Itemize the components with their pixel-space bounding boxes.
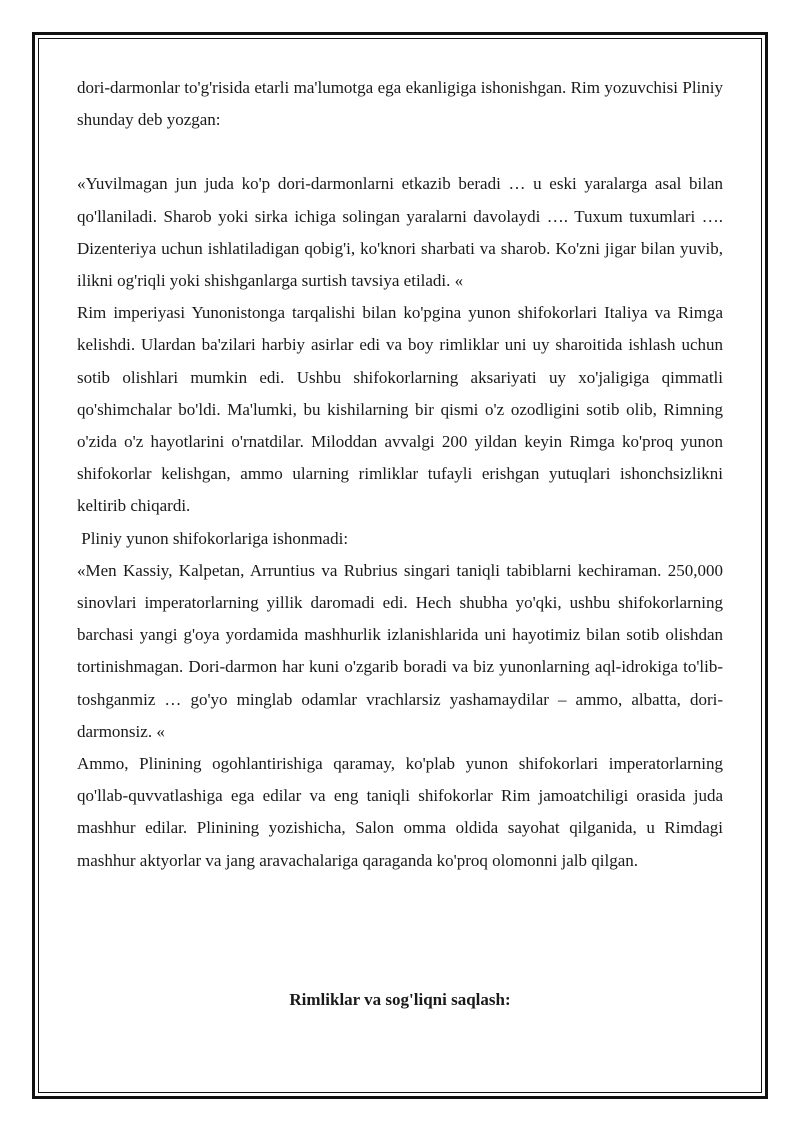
paragraph-roman-empire: Rim imperiyasi Yunonistonga tarqalishi bilan ko'pgina yunon shifokorlari Italiya va Rimga kelishdi. Ulardan ba'zilari harbiy asirlar edi va boy rimliklar uni uy sharoitida ishlash uchun sotib olishlari mumkin edi. Ushbu shifokorlarning aksariyati uy xo'jaligiga qimmatli qo'shimchalar bo'ldi. Ma'lumki, bu kishilarning bir qismi o'z ozodligini sotib olib, Rimning o'zida o'z hayotlarini o'rnatdilar. Miloddan avvalgi 200 yildan keyin Rimga ko'proq yunon shifokorlar kelishgan, ammo ularning rimliklar tufayli erishgan yutuqlari ishonchsizlikni keltirib chiqardi. bbox=[77, 303, 723, 516]
section-heading: Rimliklar va sog'liqni saqlash: bbox=[289, 990, 511, 1009]
paragraph-pliny-distrust: Pliniy yunon shifokorlariga ishonmadi: bbox=[77, 528, 349, 548]
paragraph-intro: dori-darmonlar to'g'risida etarli ma'lumotga ega ekanligiga ishonishgan. Rim yozuvchisi Pliniy shunday deb yozgan: bbox=[77, 78, 723, 130]
document-body bbox=[77, 72, 723, 877]
paragraph-spacer bbox=[77, 136, 723, 168]
paragraph-pliny-quote-1: «Yuvilmagan jun juda ko'p dori-darmonlarni etkazib beradi … u eski yaralarga asal bilan qo'llaniladi. Sharob yoki sirka ichiga solingan yaralarni davolaydi …. Tuxum tuxumlari …. Dizenteriya uchun ishlatiladigan qobig'i, ko'knori sharbati va sharob. Ko'zni jigar bilan yuvib, ilikni og'riqli yoki shishganlarga surtish tavsiya etiladi. « bbox=[77, 174, 723, 291]
paragraph-pliny-quote-2: «Men Kassiy, Kalpetan, Arruntius va Rubrius singari taniqli tabiblarni kechiraman. 250,000 sinovlari imperatorlarning yillik daromadi edi. Hech shubha yo'qki, ushbu shifokorlarning barchasi yangi g'oya yordamida mashhurlik izlanishlarida uni hayotimiz bilan sotib olishdan tortinishmagan. Dori-darmon har kuni o'zgarib boradi va biz yunonlarning aql-idrokiga to'lib-toshganmiz … go'yo minglab odamlar vrachlarsiz yashamaydilar – ammo, albatta, dori-darmonsiz. « bbox=[77, 560, 723, 741]
paragraph-conclusion: Ammo, Plinining ogohlantirishiga qaramay, ko'plab yunon shifokorlari imperatorlarning qo'llab-quvvatlashiga ega edilar va eng taniqli shifokorlar Rim jamoatchiligi orasida juda mashhur edilar. Plinining yozishicha, Salon omma oldida sayohat qilganida, u Rimdagi mashhur aktyorlar va jang aravachalariga qaraganda ko'proq olomonni jalb qilgan. bbox=[77, 754, 723, 870]
